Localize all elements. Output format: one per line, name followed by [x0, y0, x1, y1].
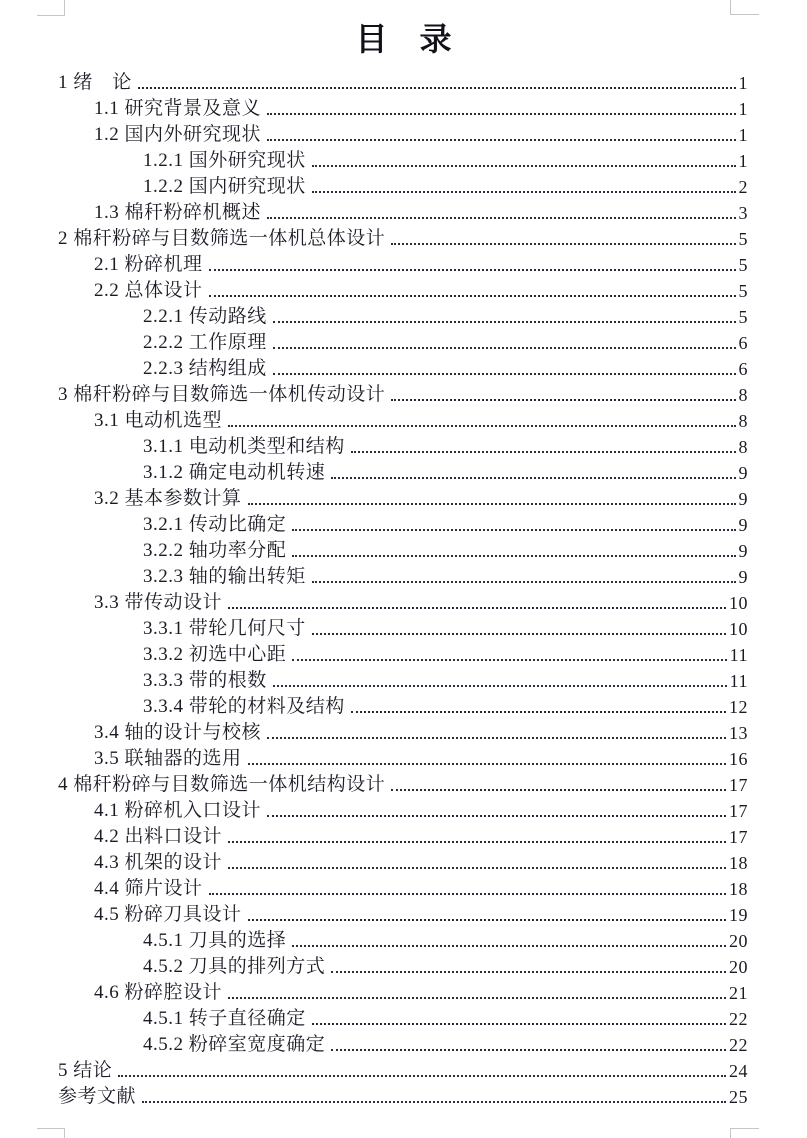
- toc-entry[interactable]: [58, 538, 748, 564]
- toc-entry[interactable]: [58, 928, 748, 954]
- toc-page-number: 3: [738, 203, 748, 223]
- dot-leader: [267, 217, 735, 219]
- toc-entry-label: 4.5.1 转子直径确定: [143, 1008, 306, 1029]
- toc-page-number: 5: [738, 255, 748, 275]
- dot-leader: [228, 997, 726, 999]
- dot-leader: [248, 919, 726, 921]
- toc-page-number: 10: [729, 619, 748, 639]
- crop-mark-top-right: [730, 0, 759, 15]
- toc-entry-label: 1.2 国内外研究现状: [94, 124, 262, 145]
- toc-entry[interactable]: [58, 356, 748, 382]
- toc-entry[interactable]: [58, 278, 748, 304]
- dot-leader: [273, 347, 736, 349]
- dot-leader: [391, 243, 735, 245]
- toc-entry[interactable]: [58, 486, 748, 512]
- dot-leader: [228, 867, 726, 869]
- toc-entry[interactable]: [58, 434, 748, 460]
- toc-page-number: 1: [738, 125, 748, 145]
- dot-leader: [312, 165, 736, 167]
- dot-leader: [331, 1049, 726, 1051]
- dot-leader: [273, 373, 736, 375]
- toc-entry-label: 3.3.3 带的根数: [143, 670, 267, 691]
- toc-page-number: 5: [738, 307, 748, 327]
- dot-leader: [312, 581, 736, 583]
- dot-leader: [267, 815, 726, 817]
- toc-page-number: 9: [738, 567, 748, 587]
- toc-entry[interactable]: [58, 798, 748, 824]
- toc-entry[interactable]: [58, 1058, 748, 1084]
- toc-entry[interactable]: [58, 304, 748, 330]
- toc-entry-label: 2.2.3 结构组成: [143, 358, 267, 379]
- toc-entry[interactable]: [58, 642, 748, 668]
- toc-entry-label: 2.1 粉碎机理: [94, 254, 203, 275]
- dot-leader: [391, 789, 726, 791]
- toc-entry-label: 4.5.2 粉碎室宽度确定: [143, 1034, 326, 1055]
- dot-leader: [209, 269, 736, 271]
- toc-page-number: 19: [729, 905, 748, 925]
- toc-page-number: 9: [738, 541, 748, 561]
- toc-entry[interactable]: [58, 980, 748, 1006]
- toc-entry-label: 3.4 轴的设计与校核: [94, 722, 262, 743]
- toc-entry-label: 1 绪 论: [58, 72, 132, 93]
- dot-leader: [138, 87, 736, 89]
- toc-entry[interactable]: [58, 512, 748, 538]
- dot-leader: [118, 1075, 726, 1077]
- toc-entry-label: 3 棉秆粉碎与目数筛选一体机传动设计: [58, 384, 386, 405]
- toc-entry[interactable]: [58, 330, 748, 356]
- dot-leader: [292, 659, 726, 661]
- toc-entry[interactable]: [58, 226, 748, 252]
- toc-entry[interactable]: [58, 902, 748, 928]
- toc-entry-label: 3.3.1 带轮几何尺寸: [143, 618, 306, 639]
- toc-entry[interactable]: [58, 1032, 748, 1058]
- toc-entry-label: 4.1 粉碎机入口设计: [94, 800, 262, 821]
- dot-leader: [292, 945, 726, 947]
- toc-entry-label: 3.1.1 电动机类型和结构: [143, 436, 345, 457]
- toc-entry-label: 4.6 粉碎腔设计: [94, 982, 223, 1003]
- toc-entry-label: 4.2 出料口设计: [94, 826, 223, 847]
- toc-page-number: 9: [738, 515, 748, 535]
- toc-entry[interactable]: [58, 668, 748, 694]
- toc-page-number: 8: [738, 437, 748, 457]
- dot-leader: [312, 191, 736, 193]
- toc-entry-label: 3.2.2 轴功率分配: [143, 540, 287, 561]
- toc-entry-label: 3.5 联轴器的选用: [94, 748, 242, 769]
- page-title: 目 录: [355, 21, 452, 57]
- toc-entry-label: 3.2.3 轴的输出转矩: [143, 566, 306, 587]
- dot-leader: [209, 893, 726, 895]
- toc-entry[interactable]: [58, 824, 748, 850]
- toc-page-number: 5: [738, 229, 748, 249]
- toc-entry-label: 3.3.2 初选中心距: [143, 644, 287, 665]
- toc-page-number: 2: [738, 177, 748, 197]
- toc-page-number: 25: [729, 1087, 748, 1107]
- dot-leader: [267, 737, 726, 739]
- toc-entry-label: 4.3 机架的设计: [94, 852, 223, 873]
- toc-entry[interactable]: [58, 746, 748, 772]
- toc-page-number: 22: [729, 1009, 748, 1029]
- toc-page-number: 5: [738, 281, 748, 301]
- toc-entry-label: 2.2 总体设计: [94, 280, 203, 301]
- toc-entry-label: 1.2.2 国内研究现状: [143, 176, 306, 197]
- toc-entry[interactable]: [58, 616, 748, 642]
- toc-list: [58, 70, 748, 1110]
- toc-page-number: 6: [738, 333, 748, 353]
- toc-page-number: 16: [729, 749, 748, 769]
- dot-leader: [331, 477, 735, 479]
- toc-entry-label: 4.5 粉碎刀具设计: [94, 904, 242, 925]
- dot-leader: [267, 113, 735, 115]
- toc-page-number: 8: [738, 385, 748, 405]
- dot-leader: [351, 711, 726, 713]
- toc-entry[interactable]: [58, 720, 748, 746]
- toc-entry[interactable]: [58, 252, 748, 278]
- toc-page-number: 1: [738, 99, 748, 119]
- toc-page-number: 17: [729, 827, 748, 847]
- toc-entry-label: 3.1.2 确定电动机转速: [143, 462, 326, 483]
- dot-leader: [292, 555, 735, 557]
- dot-leader: [391, 399, 735, 401]
- toc-page-number: 9: [738, 463, 748, 483]
- toc-entry-label: 1.2.1 国外研究现状: [143, 150, 306, 171]
- dot-leader: [331, 971, 726, 973]
- toc-entry[interactable]: [58, 1006, 748, 1032]
- toc-page-number: 17: [729, 775, 748, 795]
- dot-leader: [273, 685, 727, 687]
- toc-entry[interactable]: [58, 148, 748, 174]
- dot-leader: [228, 841, 726, 843]
- toc-entry-label: 1.3 棉秆粉碎机概述: [94, 202, 262, 223]
- toc-entry-label: 3.3 带传动设计: [94, 592, 223, 613]
- toc-page-number: 12: [729, 697, 748, 717]
- toc-page-number: 11: [729, 671, 748, 691]
- toc-page-number: 20: [729, 931, 748, 951]
- toc-entry[interactable]: [58, 772, 748, 798]
- toc-page-number: 6: [738, 359, 748, 379]
- toc-entry-label: 1.1 研究背景及意义: [94, 98, 262, 119]
- dot-leader: [267, 139, 735, 141]
- toc-entry-label: 3.2.1 传动比确定: [143, 514, 287, 535]
- dot-leader: [312, 633, 726, 635]
- toc-page-number: 17: [729, 801, 748, 821]
- toc-page-number: 24: [729, 1061, 748, 1081]
- toc-entry[interactable]: [58, 174, 748, 200]
- toc-page-number: 18: [729, 853, 748, 873]
- toc-page-number: 8: [738, 411, 748, 431]
- toc-entry-label: 5 结论: [58, 1060, 113, 1081]
- dot-leader: [292, 529, 735, 531]
- dot-leader: [228, 607, 726, 609]
- toc-entry[interactable]: [58, 590, 748, 616]
- toc-entry-label: 4.5.1 刀具的选择: [143, 930, 287, 951]
- toc-entry[interactable]: [58, 876, 748, 902]
- toc-entry-label: 2 棉秆粉碎与目数筛选一体机总体设计: [58, 228, 386, 249]
- dot-leader: [248, 503, 736, 505]
- dot-leader: [351, 451, 736, 453]
- toc-entry[interactable]: [58, 564, 748, 590]
- dot-leader: [273, 321, 736, 323]
- toc-page-number: 20: [729, 957, 748, 977]
- toc-page-number: 1: [738, 73, 748, 93]
- toc-entry[interactable]: [58, 200, 748, 226]
- toc-entry-label: 3.2 基本参数计算: [94, 488, 242, 509]
- toc-entry[interactable]: [58, 96, 748, 122]
- toc-entry-label: 3.1 电动机选型: [94, 410, 223, 431]
- toc-page-number: 18: [729, 879, 748, 899]
- toc-entry[interactable]: [58, 382, 748, 408]
- toc-page-number: 9: [738, 489, 748, 509]
- toc-entry[interactable]: [58, 122, 748, 148]
- toc-entry[interactable]: [58, 408, 748, 434]
- toc-entry-label: 4.4 筛片设计: [94, 878, 203, 899]
- toc-page-number: 22: [729, 1035, 748, 1055]
- toc-entry[interactable]: [58, 70, 748, 96]
- toc-page-number: 1: [738, 151, 748, 171]
- dot-leader: [312, 1023, 726, 1025]
- toc-entry-label: 参考文献: [58, 1086, 137, 1107]
- toc-page-number: 11: [729, 645, 748, 665]
- crop-mark-bottom-left: [37, 1128, 65, 1138]
- toc-entry-label: 3.3.4 带轮的材料及结构: [143, 696, 345, 717]
- toc-entry[interactable]: [58, 460, 748, 486]
- toc-entry[interactable]: [58, 1084, 748, 1110]
- toc-entry[interactable]: [58, 954, 748, 980]
- toc-entry-label: 2.2.1 传动路线: [143, 306, 267, 327]
- toc-entry-label: 2.2.2 工作原理: [143, 332, 267, 353]
- dot-leader: [248, 763, 726, 765]
- toc-page-number: 10: [729, 593, 748, 613]
- crop-mark-bottom-right: [730, 1128, 759, 1138]
- toc-entry-label: 4 棉秆粉碎与目数筛选一体机结构设计: [58, 774, 386, 795]
- toc-entry-label: 4.5.2 刀具的排列方式: [143, 956, 326, 977]
- toc-page-number: 21: [729, 983, 748, 1003]
- toc-entry[interactable]: [58, 694, 748, 720]
- dot-leader: [142, 1101, 726, 1103]
- dot-leader: [228, 425, 735, 427]
- dot-leader: [209, 295, 736, 297]
- toc-page-number: 13: [729, 723, 748, 743]
- toc-entry[interactable]: [58, 850, 748, 876]
